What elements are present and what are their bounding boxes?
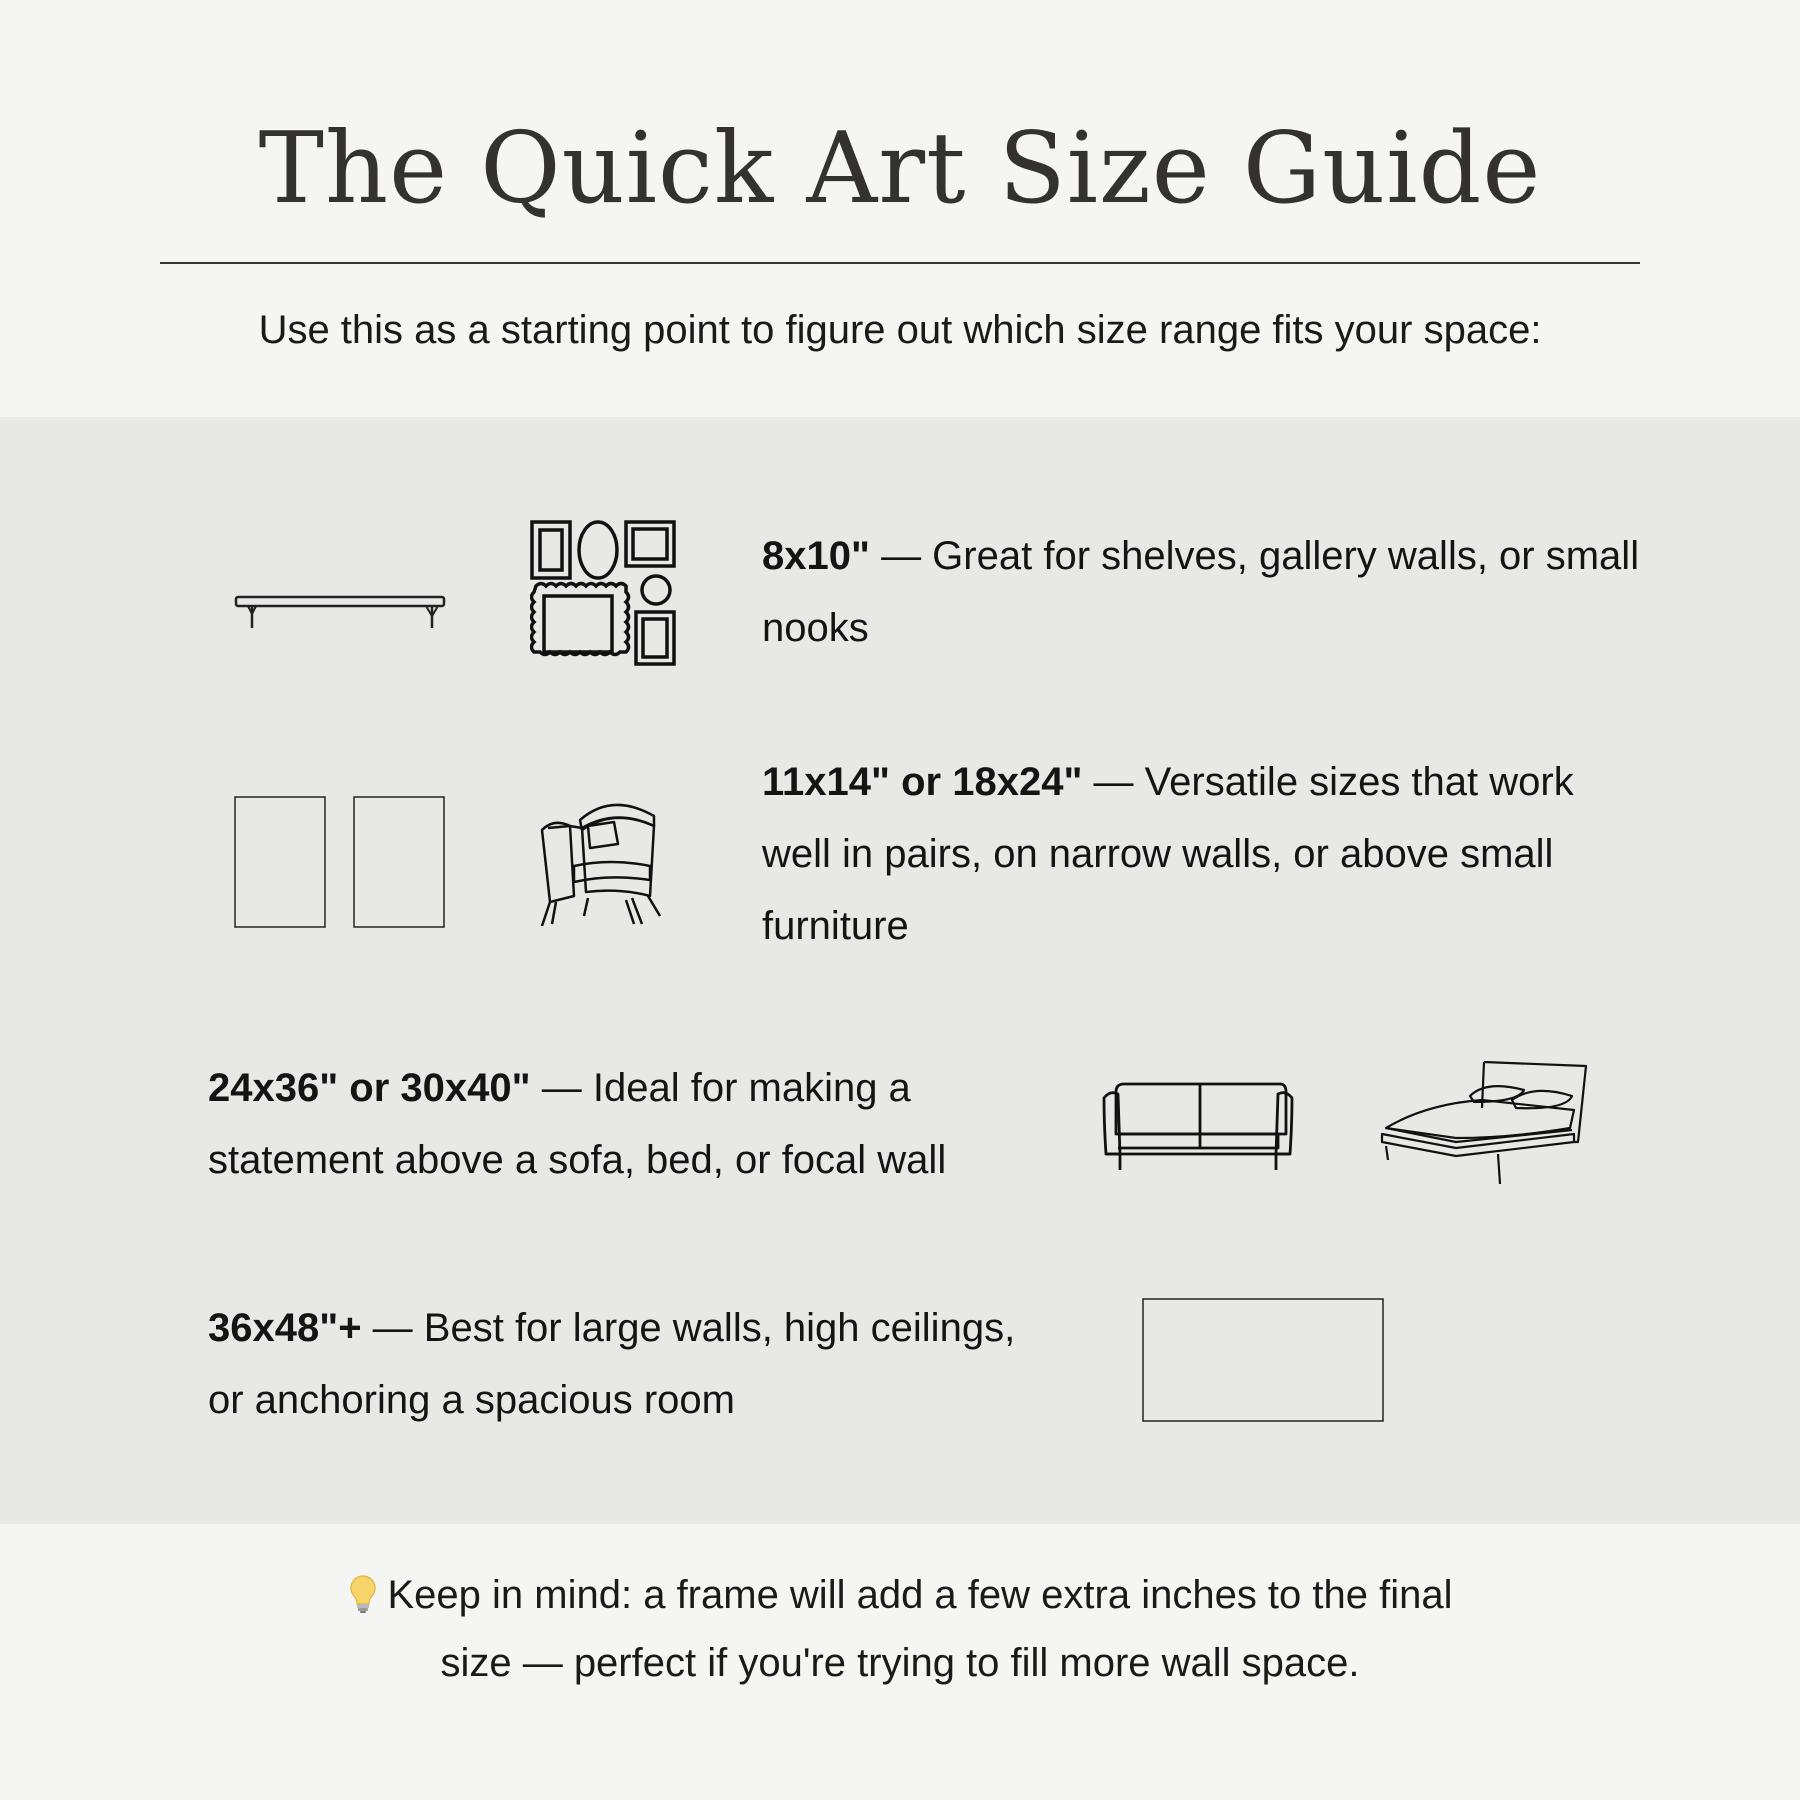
size-label: 24x36" or 30x40" <box>208 1066 531 1110</box>
lightbulb-icon <box>348 1570 378 1632</box>
tip-text-line-2: size — perfect if you're trying to fill more wall space. <box>440 1641 1360 1685</box>
gallery-wall-icon <box>530 520 678 668</box>
size-row-36x48-plus <box>208 1292 1048 1436</box>
tip-text-line-1: Keep in mind: a frame will add a few extra inches to the final <box>387 1573 1453 1617</box>
shelf-icon <box>234 594 446 634</box>
size-row-11x14-18x24 <box>762 746 1642 962</box>
size-description: — Ideal for making a statement above a sofa, bed, or focal wall <box>208 1066 947 1182</box>
page-title: The Quick Art Size Guide <box>258 112 1542 226</box>
bed-icon <box>1380 1056 1590 1188</box>
size-row-8x10 <box>762 520 1642 664</box>
art-pair-icon <box>234 796 446 928</box>
size-description: — Best for large walls, high ceilings, or anchoring a spacious room <box>208 1306 1016 1422</box>
size-description: — Great for shelves, gallery walls, or small nooks <box>762 534 1640 650</box>
tip-note <box>0 1564 1800 1694</box>
sofa-icon <box>1102 1080 1294 1174</box>
size-label: 8x10" <box>762 534 870 578</box>
intro-text: Use this as a starting point to figure out which size range fits your space: <box>258 308 1542 352</box>
size-description: — Versatile sizes that work well in pairs, on narrow walls, or above small furniture <box>762 760 1574 948</box>
armchair-icon <box>540 798 664 926</box>
title-divider <box>160 262 1640 264</box>
size-label: 36x48"+ <box>208 1306 362 1350</box>
size-row-24x36-30x40 <box>208 1052 1048 1196</box>
size-label: 11x14" or 18x24" <box>762 760 1083 804</box>
large-canvas-icon <box>1142 1298 1384 1422</box>
